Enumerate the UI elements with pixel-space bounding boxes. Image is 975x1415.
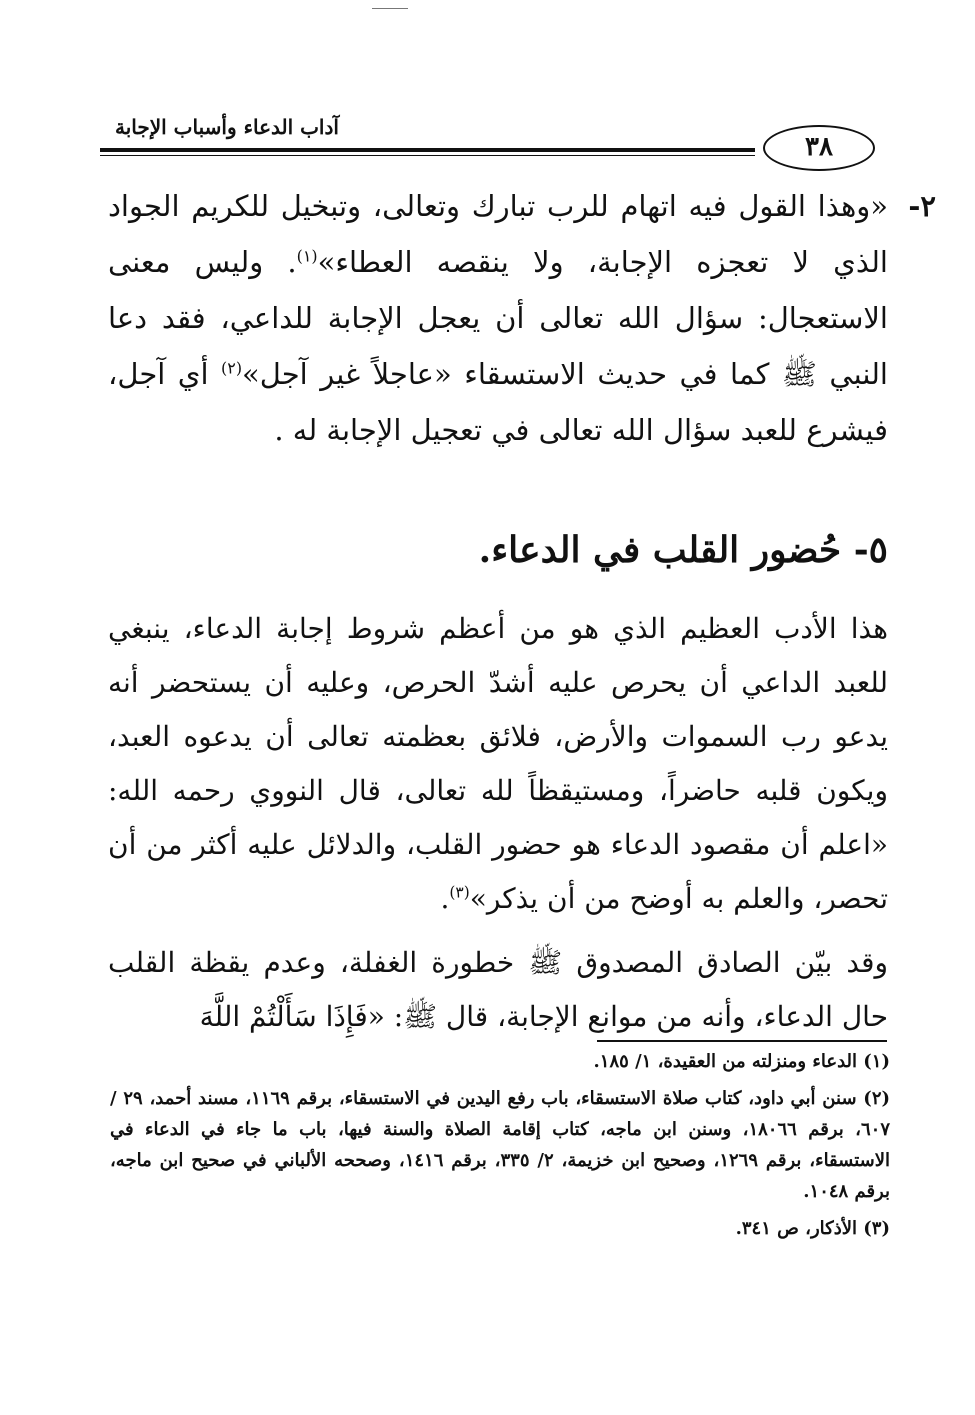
section-heading: ٥- حُضور القلب في الدعاء. [478,529,888,571]
item-7-text-b: . وليس معنى الاستعجال: سؤال الله تعالى أن يعجل الإجابة للداعي، فقد دعا النبي ﷺ كما في حديث الاستسقاء «عاجلاً غير آجل» [108,245,888,391]
footnote-3: (٣) الأذكار، ص ٣٤١. [735,1218,890,1239]
footnotes [110,1046,890,1250]
paragraph-1-body: هذا الأدب العظيم الذي هو من أعظم شروط إجابة الدعاء، ينبغي للعبد الداعي أن يحرص عليه أشدّ الحرص، وعليه أن يستحضر أنه يدعو رب السموات والأرض، فلائق بعظمته تعالى أن يدعوه العبد، ويكون قلبه حاضراً، ومستيقظاً لله تعالى، قال النووي رحمه الله: «اعلم أن مقصود الدعاء هو حضور القلب، والدلائل عليه أكثر من أن تحصر، والعلم به أوضح من أن يذكر» [108,612,889,915]
paragraph-2-text: وقد بيّن الصادق المصدوق ﷺ خطورة الغفلة، وعدم يقظة القلب حال الدعاء، وأنه من موانع الإجابة، قال ﷺ: «فَإِذَا سَأَلْتُمْ اللَّهَ [108,946,888,1033]
footnote-separator [597,1040,887,1042]
item-7-text-a: «وهذا القول فيه اتهام للرب تبارك وتعالى، وتبخيل للكريم الجواد الذي لا تعجزه الإجابة، ولا ينقصه العطاء» [108,189,888,279]
paragraph-2 [108,936,888,1044]
header-rule-thin [100,155,755,156]
page-number: ٣٨ [763,125,875,171]
footnote-ref-2: (٢) [221,358,243,378]
page-header [100,108,875,168]
running-title: آداب الدعاء وأسباب الإجابة [115,115,339,139]
item-7-text [108,178,888,458]
header-rule [100,148,755,152]
footnote-1: (١) الدعاء ومنزلته من العقيدة، ١/ ١٨٥. [593,1051,890,1072]
paragraph-1 [108,602,888,926]
item-number: ٢- [908,189,936,223]
paragraph-1-end: . [440,882,450,915]
item-7-paragraph [108,178,936,458]
item-7-text-c: أي آجل، فيشرع للعبد سؤال الله تعالى في تعجيل الإجابة له . [108,357,888,447]
footnote-2: (٢) سنن أبي داود، كتاب صلاة الاستسقاء، باب رفع اليدين في الاستسقاء، برقم ١١٦٩، مسند أحمد، ٢٩ / ٦٠٧، برقم ١٨٠٦٦، وسنن ابن ماجه، كتاب إقامة الصلاة والسنة فيها، باب ما جاء في الدعاء في الاستسقاء، برقم ١٢٦٩، وصحيح ابن خزيمة، ٢/ ٣٣٥، برقم ١٤١٦، وصححه الألباني في صحيح ابن ماجه، برقم ١٠٤٨. [110,1088,891,1202]
footnote-ref-3: (٣) [449,883,470,902]
top-mark [372,8,408,9]
footnote-ref-1: (١) [296,246,318,266]
paragraph-1-text [108,602,888,926]
